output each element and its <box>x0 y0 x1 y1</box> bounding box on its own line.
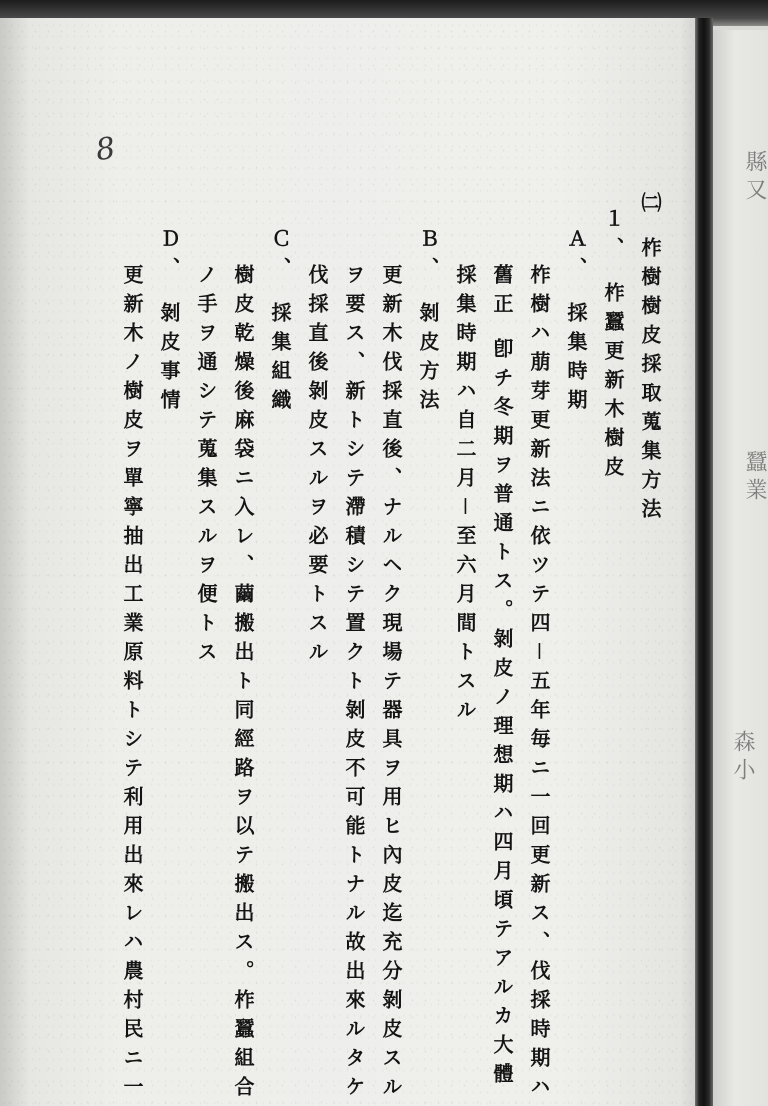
item-heading: Ｄ、 剝皮事情 <box>157 228 181 418</box>
facing-page-bleed-text: 蠶業 <box>742 450 767 506</box>
item-heading: Ａ、 採集時期 <box>564 228 588 418</box>
item-heading: Ｂ、 剝皮方法 <box>416 228 440 418</box>
text-line: 柞樹ハ萠芽更新法ニ依ツテ四－五年毎ニ一回更新ス、伐採時期ハ <box>527 264 551 1105</box>
facing-page-bleed-text: 縣又 <box>742 150 767 206</box>
text-line: 伐採直後剝皮スルヲ必要トスル <box>305 264 329 670</box>
text-line: ヲ要ス、新トシテ滯積シテ置クト剝皮不可能トナル故出來ルタケ <box>342 264 366 1105</box>
page-number: 8 <box>93 130 118 169</box>
text-line: 更新木ノ樹皮ヲ單寧抽出工業原料トシテ利用出來レハ農村民ニ一 <box>120 264 144 1105</box>
subsection-heading: １、 柞蠶更新木樹皮 <box>601 208 625 485</box>
facing-page-bleed-text: 森小 <box>730 730 755 786</box>
text-line: 樹皮乾燥後麻袋ニ入レ、繭搬出ト同經路ヲ以テ搬出ス。柞蠶組合 <box>231 264 255 1105</box>
text-line: 採集時期ハ自二月－至六月間トスル <box>453 264 477 728</box>
vertical-text-body <box>108 192 668 1105</box>
text-line: 舊正 卽チ冬期ヲ普通トス。剝皮ノ理想期ハ四月頃テアルカ大體 <box>490 264 514 1092</box>
item-heading: Ｃ、 採集組織 <box>268 228 292 418</box>
section-heading: ㈡ 柞樹樹皮採取蒐集方法 <box>638 192 662 527</box>
text-line: 更新木伐採直後、ナルヘク現場テ器具ヲ用ヒ內皮迄充分剝皮スル <box>379 264 403 1105</box>
right-page-edge <box>713 30 768 1106</box>
text-line: ノ手ヲ通シテ蒐集スルヲ便トス <box>194 264 218 670</box>
book-binding <box>695 18 713 1106</box>
